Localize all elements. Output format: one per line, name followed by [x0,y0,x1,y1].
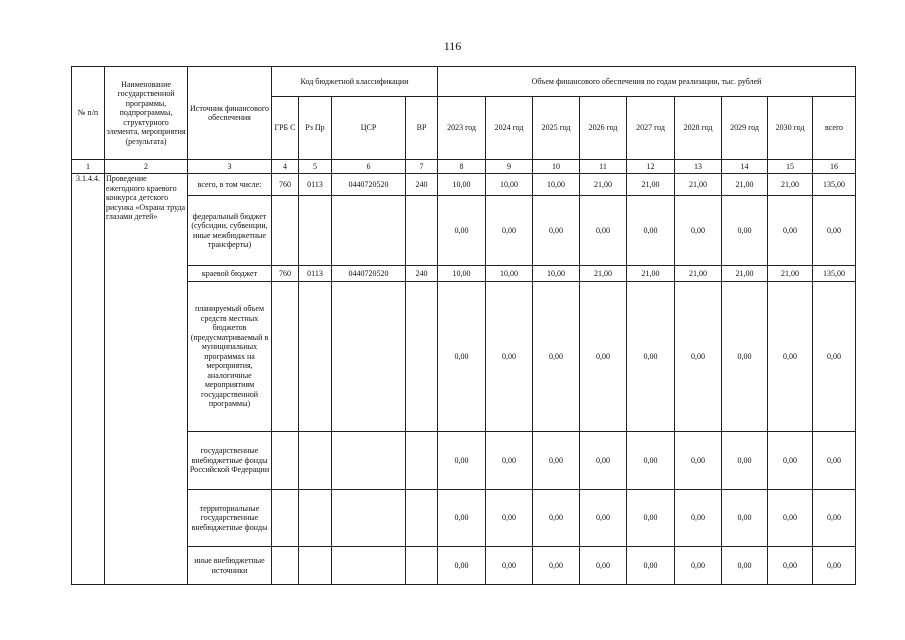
value-cell: 0,00 [675,547,722,585]
value-cell: 0,00 [627,547,675,585]
value-cell: 0,00 [580,547,627,585]
value-cell: 10,00 [533,266,580,282]
value-cell: 0,00 [533,547,580,585]
value-cell: 0,00 [580,196,627,266]
header-no: № п/п [72,67,105,160]
total-cell: 0,00 [813,490,856,547]
vr-cell [406,282,438,432]
value-cell: 0,00 [722,490,768,547]
value-cell: 0,00 [675,432,722,490]
value-cell: 0,00 [627,490,675,547]
grbs-cell: 760 [272,174,299,196]
column-number: 16 [813,160,856,174]
value-cell: 0,00 [533,196,580,266]
value-cell: 0,00 [627,282,675,432]
column-number: 15 [768,160,813,174]
value-cell: 0,00 [675,196,722,266]
page-number: 116 [443,39,462,53]
column-number: 12 [627,160,675,174]
value-cell: 0,00 [486,196,533,266]
rzpr-cell [299,432,332,490]
value-cell: 0,00 [627,196,675,266]
header-row-1 [72,67,856,97]
rzpr-cell [299,196,332,266]
value-cell: 0,00 [768,490,813,547]
grbs-cell [272,432,299,490]
value-cell: 0,00 [580,490,627,547]
value-cell: 21,00 [627,174,675,196]
value-cell: 0,00 [580,432,627,490]
rzpr-cell: 0113 [299,266,332,282]
value-cell: 21,00 [580,266,627,282]
column-number: 14 [722,160,768,174]
data-row-territorial-funds [72,490,856,547]
csr-cell [332,196,406,266]
header-source: Источник финансового обеспечения [188,67,272,160]
source-cell: всего, в том числе: [188,174,272,196]
header-vr: ВР [406,97,438,160]
value-cell: 21,00 [675,174,722,196]
header-year: 2026 год [580,97,627,160]
value-cell: 10,00 [533,174,580,196]
csr-cell [332,282,406,432]
column-number: 4 [272,160,299,174]
column-number: 8 [438,160,486,174]
value-cell: 21,00 [768,266,813,282]
rzpr-cell [299,282,332,432]
csr-cell [332,432,406,490]
header-year: 2029 год [722,97,768,160]
column-numbers-row [72,160,856,174]
value-cell: 21,00 [675,266,722,282]
total-cell: 0,00 [813,196,856,266]
column-number: 1 [72,160,105,174]
total-cell: 0,00 [813,432,856,490]
value-cell: 0,00 [486,282,533,432]
column-number: 13 [675,160,722,174]
data-row-local [72,282,856,432]
value-cell: 10,00 [438,266,486,282]
header-rzpr: Рз Пр [299,97,332,160]
value-cell: 0,00 [722,547,768,585]
vr-cell: 240 [406,266,438,282]
grbs-cell: 760 [272,266,299,282]
value-cell: 0,00 [627,432,675,490]
vr-cell [406,547,438,585]
total-cell: 135,00 [813,174,856,196]
csr-cell [332,547,406,585]
value-cell: 0,00 [438,196,486,266]
column-number: 3 [188,160,272,174]
item-number: 3.1.4.4. [72,174,105,585]
value-cell: 0,00 [486,490,533,547]
value-cell: 0,00 [675,490,722,547]
column-number: 9 [486,160,533,174]
column-number: 6 [332,160,406,174]
total-cell: 0,00 [813,547,856,585]
header-year: 2024 год [486,97,533,160]
vr-cell [406,490,438,547]
value-cell: 0,00 [768,196,813,266]
header-grbs: ГРБ С [272,97,299,160]
vr-cell: 240 [406,174,438,196]
header-csr: ЦСР [332,97,406,160]
value-cell: 0,00 [533,282,580,432]
value-cell: 10,00 [438,174,486,196]
column-number: 10 [533,160,580,174]
data-row-other [72,547,856,585]
data-row-total [72,174,856,196]
header-year: 2023 год [438,97,486,160]
value-cell: 0,00 [486,432,533,490]
rzpr-cell: 0113 [299,174,332,196]
value-cell: 0,00 [438,432,486,490]
data-row-state-funds [72,432,856,490]
vr-cell [406,432,438,490]
source-cell: иные внебюджетные источники [188,547,272,585]
budget-table [71,66,856,585]
table-body [72,67,856,585]
value-cell: 10,00 [486,174,533,196]
value-cell: 21,00 [722,174,768,196]
value-cell: 0,00 [438,282,486,432]
item-name: Проведение ежегодного краевого конкурса детского рисунка «Охрана труда глазами детей» [105,174,188,585]
value-cell: 21,00 [627,266,675,282]
header-name: Наименование государственной программы, подпрограммы, структурного элемента, мероприятия (результата) [105,67,188,160]
value-cell: 0,00 [486,547,533,585]
csr-cell: 0440720520 [332,266,406,282]
value-cell: 0,00 [768,432,813,490]
column-number: 7 [406,160,438,174]
value-cell: 21,00 [768,174,813,196]
value-cell: 0,00 [722,196,768,266]
value-cell: 0,00 [580,282,627,432]
header-total: всего [813,97,856,160]
source-cell: территориальные государственные внебюджетные фонды [188,490,272,547]
column-number: 11 [580,160,627,174]
source-cell: федеральный бюджет (субсидии, субвенции, иные межбюджетные трансферты) [188,196,272,266]
data-row-federal [72,196,856,266]
csr-cell [332,490,406,547]
header-year: 2030 год [768,97,813,160]
header-year: 2028 год [675,97,722,160]
value-cell: 0,00 [768,282,813,432]
total-cell: 0,00 [813,282,856,432]
header-kbk-group: Код бюджетной классификации [272,67,438,97]
vr-cell [406,196,438,266]
value-cell: 0,00 [438,490,486,547]
value-cell: 10,00 [486,266,533,282]
source-cell: краевой бюджет [188,266,272,282]
value-cell: 0,00 [533,490,580,547]
grbs-cell [272,490,299,547]
total-cell: 135,00 [813,266,856,282]
value-cell: 0,00 [675,282,722,432]
column-number: 2 [105,160,188,174]
value-cell: 0,00 [722,432,768,490]
value-cell: 0,00 [438,547,486,585]
grbs-cell [272,196,299,266]
value-cell: 0,00 [722,282,768,432]
csr-cell: 0440720520 [332,174,406,196]
grbs-cell [272,282,299,432]
value-cell: 21,00 [722,266,768,282]
header-year: 2027 год [627,97,675,160]
header-funding-group: Объем финансового обеспечения по годам реализации, тыс. рублей [438,67,856,97]
value-cell: 0,00 [533,432,580,490]
grbs-cell [272,547,299,585]
rzpr-cell [299,490,332,547]
value-cell: 0,00 [768,547,813,585]
column-number: 5 [299,160,332,174]
rzpr-cell [299,547,332,585]
source-cell: планируемый объем средств местных бюджетов (предусматриваемый в муниципальных программах на мероприятия, аналогичные мероприятиям государственной программы) [188,282,272,432]
source-cell: государственные внебюджетные фонды Российской Федерации [188,432,272,490]
data-row-regional [72,266,856,282]
header-year: 2025 год [533,97,580,160]
value-cell: 21,00 [580,174,627,196]
